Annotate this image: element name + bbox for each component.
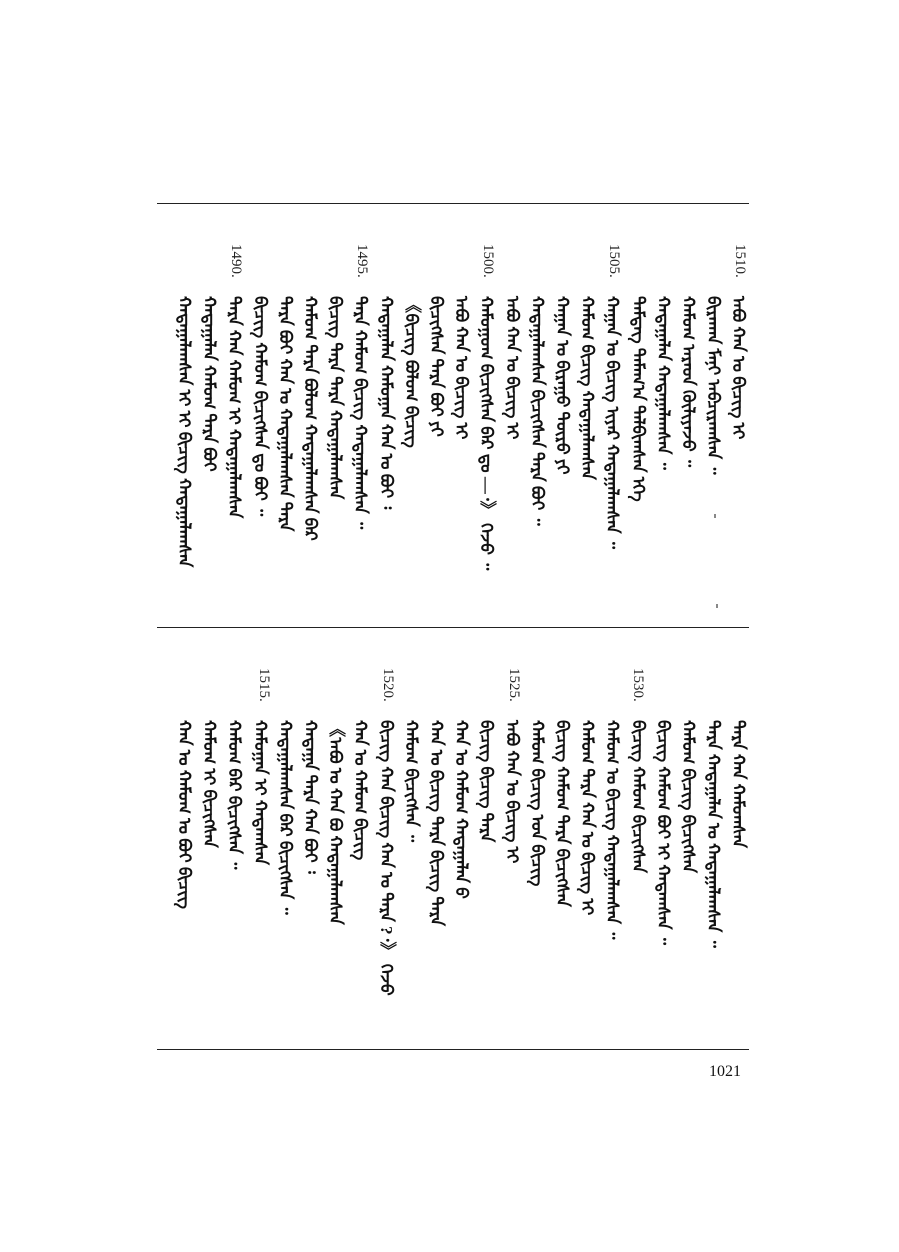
verse-line: ᠬᠠᠳᠠᠭᠠᠯᠠᠭᠰᠠᠨ ᠪᠡᠷ ᠪᠢᠴᠢᠭᠰᠡᠨ ᠃	[276, 720, 295, 915]
verse-line: ᠬᠠᠨ ᠤ ᠪᠢᠴᠢᠭ ᠲᠡᠷᠡ ᠪᠢᠴᠢᠭ ᠲᠡᠷᠡ	[427, 720, 446, 926]
verse-line: ᠬᠠᠮᠤᠭᠤᠭ ᠪᠢᠴᠢᠭᠰᠡᠨ ᠪᠡᠷ ᠳᠤ —᠂》 ᠭᠡᠵᠦ ᠃	[477, 296, 496, 571]
verse-line: ᠬᠠᠮᠤᠭ ᠪᠢᠴᠢᠭᠰᠡᠨ ᠃	[402, 720, 421, 843]
line-number: 1495.	[354, 244, 370, 278]
verse-block-bottom	[150, 668, 750, 1038]
verse-line: ᠬᠠᠳᠠᠭᠠᠯᠠᠨ ᠬᠠᠮᠤᠭ ᠲᠡᠷᠡ ᠪᠤᠢ	[200, 296, 219, 472]
verse-line: ᠲᠡᠷᠡ ᠬᠠᠨ ᠬᠠᠮᠤᠭᠰᠠᠨ	[729, 720, 748, 849]
verse-line: ᠬᠠᠳᠠᠭᠠᠯᠠᠨ ᠬᠠᠮᠤᠭᠠᠨ ᠬᠠᠨ ᠤ ᠪᠤᠢ ᠄	[377, 296, 396, 510]
middle-rule	[157, 627, 749, 628]
verse-line: ᠪᠢᠷᠠᠬᠠᠨ ᠮᠠᠨᠢ ᠠᠪᠴᠢᠷᠠᠭᠰᠠᠨ ᠃	[704, 296, 723, 475]
top-rule	[157, 203, 749, 204]
page-number: 1021	[709, 1063, 741, 1080]
line-number: 1505.	[606, 244, 622, 278]
verse-line: 《ᠪᠢᠴᠢᠭ ᠪᠤᠯᠤᠭ ᠪᠢᠴᠢᠭ	[402, 296, 421, 448]
verse-line: ᠪᠢᠴᠢᠭ ᠬᠠᠮᠤᠭ ᠲᠡᠷᠡ ᠪᠢᠴᠢᠭᠰᠡᠨ	[553, 720, 572, 907]
bottom-rule	[157, 1049, 749, 1050]
verse-line: ᠬᠠᠳᠠᠭᠠᠯᠠᠭᠰᠠᠨ ᠢ ᠢ ᠪᠢᠴᠢᠭ ᠬᠠᠳᠠᠭᠠᠯᠠᠭᠰᠠᠨ	[175, 296, 194, 568]
verse-line: ᠲᠡᠷᠡ ᠪᠤᠢ ᠬᠠᠨ ᠤ ᠬᠠᠳᠠᠭᠠᠯᠠᠭᠰᠠᠨ ᠲᠡᠷᠡ	[276, 296, 295, 532]
verse-line: ᠬᠠᠮᠤᠭ ᠪᠢᠴᠢᠭ ᠬᠠᠳᠠᠭᠠᠯᠠᠭᠰᠠᠨ	[578, 296, 597, 480]
line-number: 1510.	[732, 244, 748, 278]
verse-line: ᠬᠠᠳᠠᠭᠠᠯᠠᠨ ᠬᠠᠳᠠᠭᠠᠯᠠᠭᠰᠠᠨ ᠃	[654, 296, 673, 470]
verse-line: ᠬᠠᠳᠠᠭᠠᠯᠠᠭᠰᠠᠨ ᠪᠢᠴᠢᠭᠰᠡᠨ ᠲᠡᠷᠡ ᠪᠤᠢ ᠃	[528, 296, 547, 526]
verse-line: ᠠᠪᠤ ᠬᠠᠨ ᠤ ᠪᠢᠴᠢᠭ ᠢ	[729, 296, 748, 440]
verse-line: ᠪᠢᠴᠢᠭ ᠬᠠᠮᠤᠭ ᠪᠢᠴᠢᠭᠰᠡᠨ	[629, 720, 648, 873]
verse-line: ᠠᠪᠤ ᠬᠠᠨ ᠤ ᠪᠢᠴᠢᠭ ᠢ	[452, 296, 471, 440]
verse-line: ᠬᠠᠳᠠᠭᠠ ᠲᠡᠷᠡ ᠬᠠᠨ ᠪᠤᠢ ᠄	[301, 720, 320, 874]
verse-line: ᠬᠠᠮᠤᠭ ᠪᠢᠴᠢᠭ ᠤᠨ ᠪᠢᠴᠢᠭ	[528, 720, 547, 887]
verse-line: ᠬᠠᠨ ᠤ ᠬᠠᠮᠤᠭ ᠤ ᠪᠤᠢ ᠪᠢᠴᠢᠭ	[175, 720, 194, 909]
verse-line: ᠬᠠᠮᠤᠭ ᠪᠡᠷ ᠪᠢᠴᠢᠭᠰᠡᠨ ᠃	[225, 720, 244, 870]
verse-line: ᠪᠢᠴᠢᠭᠰᠡᠨ ᠲᠡᠷᠡ ᠪᠤᠢ ᠶᠢ	[427, 296, 446, 437]
verse-line: ᠬᠠᠭᠠᠨ ᠤ ᠪᠢᠴᠢᠭ ᠢᠶᠡᠷ ᠬᠠᠳᠠᠭᠠᠯᠠᠭᠰᠠᠨ ᠃	[603, 296, 622, 549]
verse-line: ᠪᠢᠴᠢᠭ ᠬᠠᠮᠤᠭ ᠪᠤᠢ ᠢ ᠬᠠᠳᠠᠭᠰᠠᠨ ᠃	[654, 720, 673, 945]
verse-line: ᠬᠠᠮᠤᠭ ᠤ ᠪᠢᠴᠢᠭ ᠬᠠᠳᠠᠭᠠᠯᠠᠭᠰᠠᠨ ᠃	[603, 720, 622, 940]
verse-line: ᠪᠢᠴᠢᠭ ᠲᠡᠷᠡ ᠲᠡᠷᠡ ᠬᠠᠳᠠᠭᠠᠯᠠᠭᠰᠠᠨ	[326, 296, 345, 500]
verse-line: ᠬᠠᠮᠤᠭ ᠪᠢᠴᠢᠭ ᠪᠢᠴᠢᠭᠰᠡᠨ	[679, 720, 698, 873]
line-number: 1530.	[630, 668, 646, 702]
line-number: 1525.	[506, 668, 522, 702]
line-number: 1500.	[480, 244, 496, 278]
verse-line: ᠬᠠᠮᠤᠭ ᠲᠡᠷᠡ ᠬᠠᠨ ᠤ ᠪᠢᠴᠢᠭ ᠢ	[578, 720, 597, 916]
verse-line: ᠲᠡᠮᠳᠡᠭ ᠲᠠᠮᠠᠭ᠎ᠠ ᠲᠠᠯᠪᠢᠭᠰᠠᠨ ᠡᠬᠡ	[629, 296, 648, 502]
line-number: 1520.	[380, 668, 396, 702]
line-number: 1515.	[256, 668, 272, 702]
verse-line: ᠲᠡᠷᠡ ᠬᠠᠮᠤᠭ ᠪᠢᠴᠢᠭ ᠬᠠᠳᠠᠭᠠᠯᠠᠭᠰᠠᠨ ᠃	[351, 296, 370, 530]
verse-block-top	[150, 244, 750, 614]
scan-speck	[716, 604, 718, 608]
verse-line: 《ᠠᠪᠤ ᠤ ᠬᠠᠨ ᠪᠤ ᠬᠠᠳᠠᠭᠠᠯᠠᠭᠰᠠᠨ	[326, 720, 345, 925]
verse-line: ᠬᠠᠮᠤᠭ ᠲᠡᠷᠡ ᠪᠤᠯᠤᠭ ᠬᠠᠳᠠᠭᠠᠯᠠᠭᠰᠠᠨ ᠪᠡᠷ	[301, 296, 320, 541]
verse-line: ᠬᠠᠮᠤᠭ ᠠᠷᠠᠳ ᠬᠦᠯᠢᠶᠡᠵᠦ ᠃	[679, 296, 698, 468]
verse-line: ᠬᠠᠨ ᠤ ᠬᠠᠮᠤᠭ ᠬᠠᠳᠠᠭᠠᠯᠠᠨ ᠪ	[452, 720, 471, 899]
verse-line: ᠠᠪᠤ ᠬᠠᠨ ᠤ ᠪᠢᠴᠢᠭ ᠢ	[503, 296, 522, 440]
verse-line: ᠪᠢᠴᠢᠭ ᠬᠠᠨ ᠪᠢᠴᠢᠭ ᠬᠠᠨ ᠤ ᠲᠡᠷᠡ ?᠂》 ᠭᠡᠵᠦ	[377, 720, 396, 996]
verse-line: ᠪᠢᠴᠢᠭ ᠬᠠᠮᠤᠭ ᠪᠢᠴᠢᠭᠰᠡᠨ ᠳᠤ ᠪᠤᠢ ᠃	[251, 296, 270, 517]
verse-line: ᠲᠡᠷᠡ ᠬᠠᠨ ᠬᠠᠮᠤᠭ ᠢ ᠬᠠᠳᠠᠭᠠᠯᠠᠭᠰᠠᠨ	[225, 296, 244, 519]
verse-line: ᠬᠠᠮᠤᠭ ᠢ ᠪᠢᠴᠢᠭᠰᠡᠨ	[200, 720, 219, 848]
verse-line: ᠬᠠᠮᠤᠭᠠᠨ ᠢ ᠬᠠᠳᠠᠭᠰᠠᠨ	[251, 720, 270, 866]
verse-line: ᠬᠠᠨ ᠤ ᠬᠠᠮᠤᠭ ᠪᠢᠴᠢᠭ	[351, 720, 370, 861]
scan-speck	[714, 514, 716, 518]
line-number: 1490.	[228, 244, 244, 278]
verse-line: ᠠᠪᠤ ᠬᠠᠨ ᠤ ᠪᠢᠴᠢᠭ ᠢ	[503, 720, 522, 864]
verse-line: ᠪᠢᠴᠢᠭ ᠪᠢᠴᠢᠭ ᠲᠡᠷᠡ	[477, 720, 496, 843]
verse-line: ᠬᠠᠭᠠᠨ ᠤ ᠪᠢᠷᠠᠭᠤ ᠲᠥᠷᠥ ᠶᠢ	[553, 296, 572, 475]
verse-line: ᠲᠡᠷᠡ ᠬᠠᠳᠠᠭᠠᠯᠠᠨ ᠤ ᠬᠠᠳᠠᠭᠠᠯᠠᠭᠰᠠᠨ ᠃	[704, 720, 723, 948]
